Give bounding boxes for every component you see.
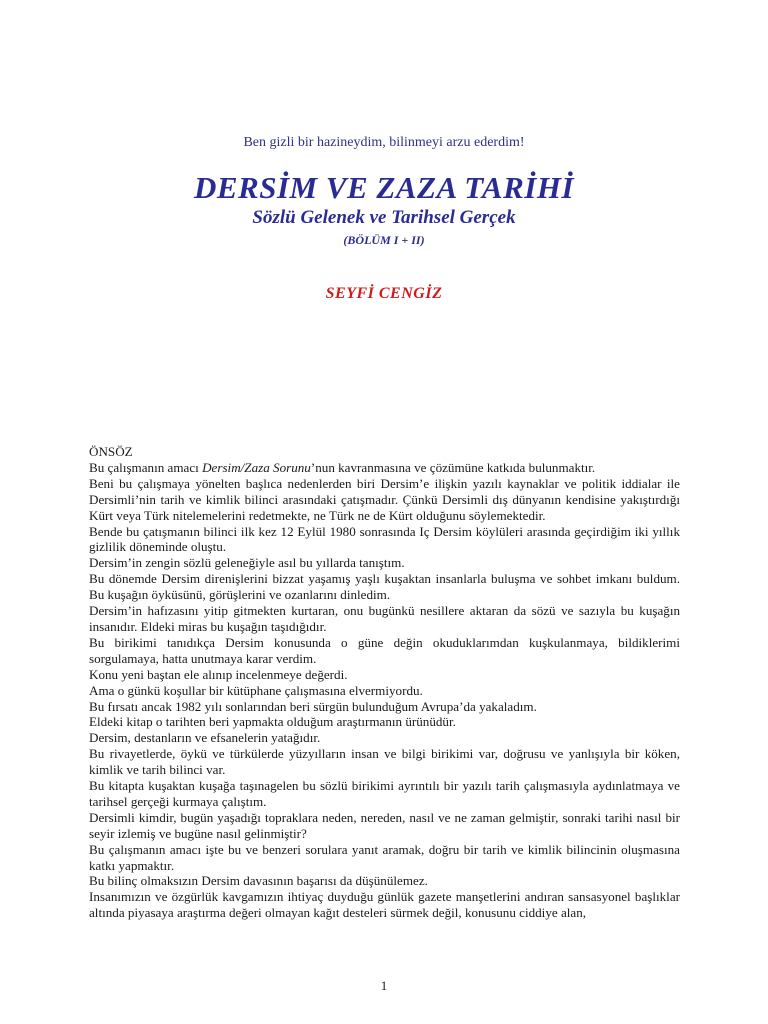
paragraph: Beni bu çalışmaya yönelten başlıca nedenlerden biri Dersim’e ilişkin yazılı kaynaklar ve politik iddialar ile Dersimli’nin tarih ve kimlik bilinci arasındaki çatışmadır. Çünkü Dersimli dış dünyanın kendisine yakıştırdığı Kürt veya Türk nitelemelerini redetmekte, ne Türk ne de Kürt olduğunu söylemektedir. <box>89 475 680 523</box>
paragraph: Bu birikimi tanıdıkça Dersim konusunda o güne değin okuduklarımdan kuşkulanmaya, bildiklerimi sorgulamaya, hatta unutmaya karar verdim. <box>89 634 680 666</box>
paragraph-text: ’nun kavranmasına ve çözümüne katkıda bulunmaktır. <box>310 459 596 475</box>
paragraph: Bu bilinç olmaksızın Dersim davasının başarısı da düşünülemez. <box>89 873 428 889</box>
motto: Ben gizli bir hazineydim, bilinmeyi arzu ederdim! <box>243 135 525 150</box>
emphasized-term: Dersim/Zaza Sorunu <box>202 459 311 475</box>
paragraph <box>89 460 680 476</box>
paragraph: Dersimli kimdir, bugün yaşadığı topraklara neden, nereden, nasıl ve ne zaman gelmiştir, sonraki tarihi nasıl bir seyir izlemiş ve bugüne nasıl gelinmiştir? <box>89 809 680 841</box>
paragraph-text: Bu çalışmanın amacı <box>89 459 203 475</box>
paragraph: Bu rivayetlerde, öykü ve türkülerde yüzyılların insan ve bilgi birikimi var, doğrusu ve yanlışıyla bir köken, kimlik ve tarih bilinci var. <box>89 746 680 778</box>
paragraph: Bu dönemde Dersim direnişlerini bizzat yaşamış yaşlı kuşaktan insanlarla buluşma ve sohbet imkanı buldum. Bu kuşağın öyküsünü, görüşlerini ve ozanlarını dinledim. <box>89 571 680 603</box>
author-name: SEYFİ CENGİZ <box>325 285 443 302</box>
foreword-body <box>89 444 680 921</box>
paragraph: Konu yeni baştan ele alınıp incelenmeye değerdi. <box>89 666 348 682</box>
section-heading: ÖNSÖZ <box>89 444 133 459</box>
paragraph: Insanımızın ve özgürlük kavgamızın ihtiyaç duyduğu günlük gazete manşetlerini andıran sansasyonel başlıklar altında piyasaya araştırma değeri olmayan kağıt desteleri sürmek değil, konusunu ciddiye alan, <box>89 889 680 921</box>
paragraph: Bende bu çatışmanın bilinci ilk kez 12 Eylül 1980 sonrasında Iç Dersim köylüleri arasında geçirdiğim iki yıllık gizlilik döneminde oluştu. <box>89 523 680 555</box>
paragraph: Bu çalışmanın amacı işte bu ve benzeri sorulara yanıt aramak, doğru bir tarih ve kimlik bilincinin oluşmasına katkı yapmaktır. <box>89 841 680 873</box>
paragraph: Ama o günkü koşullar bir kütüphane çalışmasına elvermiyordu. <box>89 682 423 698</box>
paragraph: Dersim’in hafızasını yitip gitmekten kurtaran, onu bugünkü nesillere aktaran da sözü ve sazıyla bu kuşağın insanıdır. Eldeki miras bu kuşağın taşıdığıdır. <box>89 603 680 634</box>
paragraph: Bu fırsatı ancak 1982 yılı sonlarından beri sürgün bulunduğum Avrupa’da yakaladım. <box>89 698 537 714</box>
page-number: 1 <box>380 978 388 993</box>
paragraph: Eldeki kitap o tarihten beri yapmakta olduğum araştırmanın ürünüdür. <box>89 714 456 730</box>
volume-label: (BÖLÜM I + II) <box>343 233 425 247</box>
book-subtitle: Sözlü Gelenek ve Tarihsel Gerçek <box>252 207 516 228</box>
book-title: DERSİM VE ZAZA TARİHİ <box>193 170 575 205</box>
paragraph: Bu kitapta kuşaktan kuşağa taşınagelen bu sözlü birikimi ayrıntılı bir yazılı tarih çalışmasıyla aydınlatmaya ve tarihsel gerçeği kurmaya çalıştım. <box>89 778 680 809</box>
paragraph: Dersim, destanların ve efsanelerin yatağıdır. <box>89 730 321 746</box>
paragraph: Dersim’in zengin sözlü geleneğiyle asıl bu yıllarda tanıştım. <box>89 555 405 571</box>
